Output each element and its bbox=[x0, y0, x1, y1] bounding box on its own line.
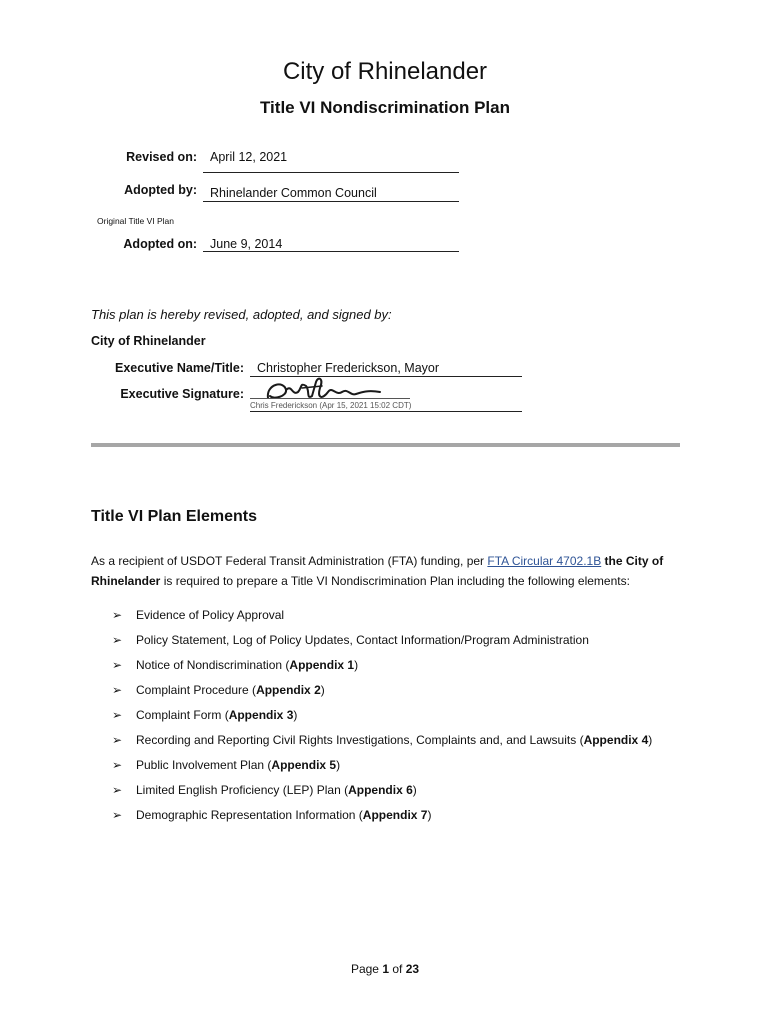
list-item bbox=[112, 733, 652, 758]
list-item-text: Demographic Representation Information ( bbox=[136, 808, 363, 822]
section-title: Title VI Plan Elements bbox=[91, 508, 257, 525]
list-item-tail: ) bbox=[354, 658, 359, 672]
adopted-by-value: Rhinelander Common Council bbox=[210, 186, 377, 200]
exec-sig-underline bbox=[250, 411, 522, 412]
arrow-bullet-icon: ➢ bbox=[112, 683, 123, 697]
arrow-bullet-icon: ➢ bbox=[112, 608, 123, 622]
list-item bbox=[112, 758, 652, 783]
arrow-bullet-icon: ➢ bbox=[112, 783, 123, 797]
arrow-bullet-icon: ➢ bbox=[112, 758, 123, 772]
exec-sig-label: Executive Signature: bbox=[120, 387, 244, 401]
arrow-bullet-icon: ➢ bbox=[112, 808, 123, 822]
signing-intro: This plan is hereby revised, adopted, and signed by: bbox=[91, 307, 392, 322]
list-item bbox=[112, 608, 652, 633]
list-item-text: Public Involvement Plan ( bbox=[136, 758, 272, 772]
list-item-text: Recording and Reporting Civil Rights Investigations, Complaints and, and Lawsuits ( bbox=[136, 733, 584, 747]
revised-value: April 12, 2021 bbox=[210, 150, 288, 164]
list-item bbox=[112, 783, 652, 808]
arrow-bullet-icon: ➢ bbox=[112, 658, 123, 672]
para-text-1: As a recipient of USDOT Federal Transit Administration (FTA) funding, per bbox=[91, 554, 488, 568]
list-item bbox=[112, 808, 652, 833]
adopted-on-value: June 9, 2014 bbox=[210, 237, 283, 251]
page-number: 1 bbox=[382, 962, 389, 976]
page-footer bbox=[0, 962, 770, 976]
list-item-text: Policy Statement, Log of Policy Updates, Contact Information/Program Administration bbox=[136, 633, 589, 647]
appendix-ref: Appendix 1 bbox=[289, 658, 355, 672]
original-plan-note: Original Title VI Plan bbox=[97, 216, 175, 226]
arrow-bullet-icon: ➢ bbox=[112, 708, 123, 722]
section-paragraph bbox=[91, 551, 681, 591]
appendix-ref: Appendix 6 bbox=[348, 783, 413, 797]
appendix-ref: Appendix 5 bbox=[271, 758, 337, 772]
para-bold-1: the City of bbox=[601, 554, 664, 568]
exec-name-label: Executive Name/Title: bbox=[115, 361, 244, 375]
list-item-text: Evidence of Policy Approval bbox=[136, 608, 285, 622]
list-item bbox=[112, 633, 652, 658]
list-item-tail: ) bbox=[648, 733, 653, 747]
para-text-2: is required to prepare a Title VI Nondiscrimination Plan including the following elements: bbox=[160, 574, 630, 588]
plan-title: Title VI Nondiscrimination Plan bbox=[259, 98, 510, 117]
page-total: 23 bbox=[405, 962, 420, 976]
page-prefix: Page bbox=[350, 962, 383, 976]
appendix-ref: Appendix 7 bbox=[362, 808, 428, 822]
arrow-bullet-icon: ➢ bbox=[112, 633, 123, 647]
section-divider bbox=[91, 443, 680, 447]
fta-circular-link[interactable]: FTA Circular 4702.1B bbox=[487, 554, 602, 568]
list-item bbox=[112, 658, 652, 683]
list-item-tail: ) bbox=[427, 808, 432, 822]
appendix-ref: Appendix 2 bbox=[256, 683, 321, 697]
list-item bbox=[112, 708, 652, 733]
list-item-text: Limited English Proficiency (LEP) Plan ( bbox=[136, 783, 349, 797]
adopted-on-underline bbox=[203, 251, 459, 252]
adopted-by-underline bbox=[203, 201, 459, 202]
revised-label: Revised on: bbox=[126, 150, 197, 164]
appendix-ref: Appendix 3 bbox=[228, 708, 294, 722]
list-item-tail: ) bbox=[320, 683, 325, 697]
list-item-tail: ) bbox=[293, 708, 298, 722]
signature-caption: Chris Frederickson (Apr 15, 2021 15:02 CDT) bbox=[250, 401, 412, 410]
list-item bbox=[112, 683, 652, 708]
list-item-tail: ) bbox=[412, 783, 417, 797]
list-item-text: Complaint Form ( bbox=[136, 708, 229, 722]
list-item-text: Complaint Procedure ( bbox=[136, 683, 257, 697]
elements-list bbox=[112, 608, 652, 833]
exec-name-value: Christopher Frederickson, Mayor bbox=[257, 361, 440, 375]
document-title: City of Rhinelander bbox=[282, 58, 488, 85]
revised-underline bbox=[203, 172, 459, 173]
page-of: of bbox=[389, 962, 406, 976]
adopted-on-label: Adopted on: bbox=[123, 237, 197, 251]
para-bold-2: Rhinelander bbox=[91, 574, 161, 588]
arrow-bullet-icon: ➢ bbox=[112, 733, 123, 747]
signature-stamp-line bbox=[250, 398, 410, 399]
list-item-text: Notice of Nondiscrimination ( bbox=[136, 658, 290, 672]
signing-city: City of Rhinelander bbox=[91, 334, 206, 348]
appendix-ref: Appendix 4 bbox=[583, 733, 649, 747]
list-item-tail: ) bbox=[336, 758, 341, 772]
adopted-by-label: Adopted by: bbox=[124, 183, 197, 197]
